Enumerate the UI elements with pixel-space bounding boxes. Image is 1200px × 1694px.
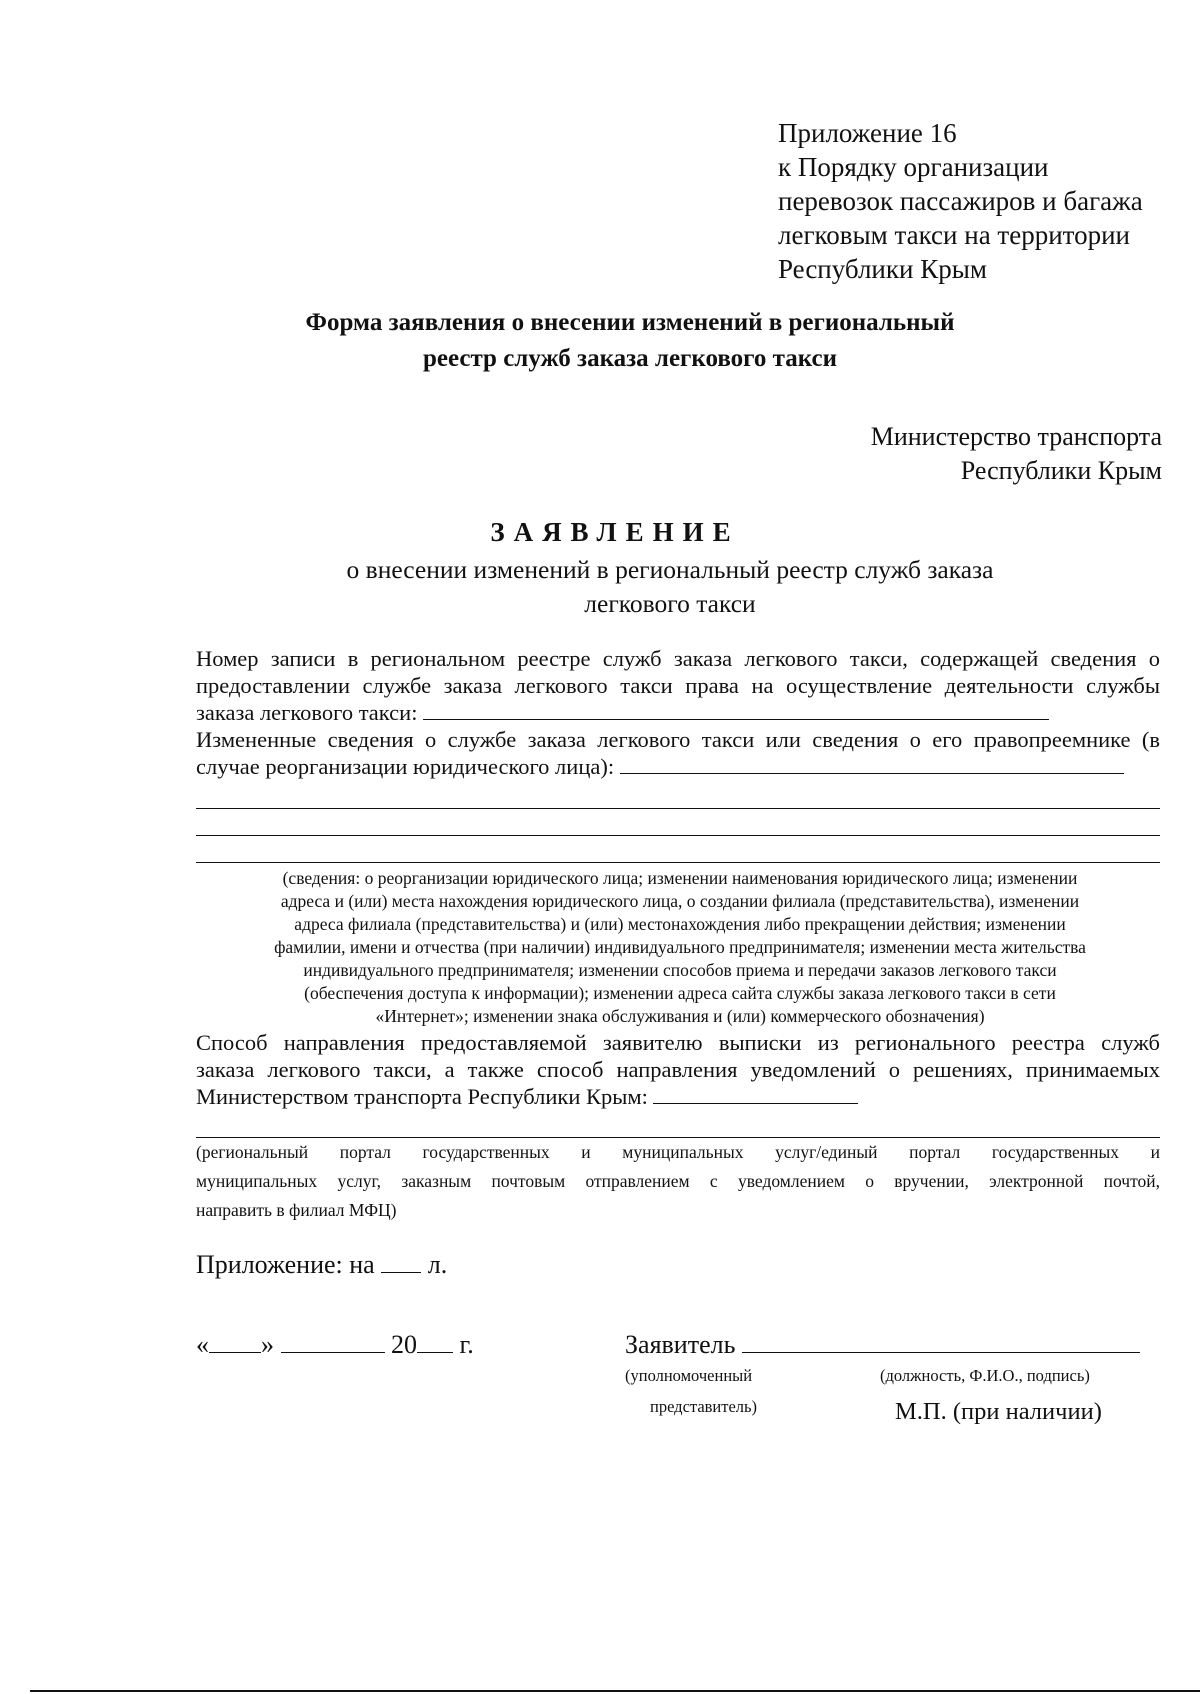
date-year-suffix: г. [459,1330,474,1359]
appendix-line: Приложение 16 [778,118,957,148]
applicant-line [625,1330,1140,1360]
note-line: индивидуального предпринимателя; изменении способов приема и передачи заказов легкового такси [303,960,1057,980]
document-subtitle [300,553,1040,621]
delivery-method-note [196,1138,1160,1225]
addressee [871,420,1162,488]
document-subtitle-line: о внесении изменений в региональный реестр служб заказа [346,555,994,584]
delivery-method-line: Способ направления предоставляемой заявителю выписки из регионального реестра служб [196,1030,1160,1055]
note-line: (сведения: о реорганизации юридического лица; изменении наименования юридического лица; изменении [282,868,1078,888]
record-number-paragraph [196,645,1160,780]
delivery-note-line: муниципальных услуг, заказным почтовым отправлением с уведомлением о вручении, электронной почтой, [196,1171,1160,1191]
delivery-method-paragraph [196,1029,1160,1110]
attachment-label: Приложение: на [196,1250,375,1279]
form-title-line: реестр служб заказа легкового такси [422,345,838,372]
delivery-method-line: заказа легкового такси, а также способ направления уведомлений о решениях, принимаемых [196,1057,1160,1082]
document-subtitle-line: легкового такси [584,589,756,618]
addressee-line: Министерство транспорта [870,422,1162,451]
applicant-signature-field[interactable] [742,1332,1140,1353]
note-line: фамилии, имени и отчества (при наличии) индивидуального предпринимателя; изменении места жительства [274,937,1086,957]
appendix-line: к Порядку организации [778,152,1049,182]
record-number-line: Номер записи в региональном реестре служб заказа легкового такси, содержащей сведения о [196,646,1160,671]
delivery-note-line: (региональный портал государственных и муниципальных услуг/единый портал государственных и [196,1142,1160,1162]
changed-info-blank-line[interactable] [196,862,1160,863]
signature-hint: (должность, Ф.И.О., подпись) [880,1366,1090,1385]
delivery-method-label: Министерством транспорта Республики Крым: [196,1084,648,1109]
date-line [196,1330,474,1360]
delivery-method-field[interactable] [653,1083,858,1104]
date-year-prefix: 20 [391,1330,417,1359]
applicant-label: Заявитель [625,1330,736,1359]
appendix-line: перевозок пассажиров и багажа [778,186,1143,216]
date-open-quote: « [196,1330,209,1359]
form-title [200,305,1060,377]
document-title: ЗАЯВЛЕНИЕ [490,517,740,547]
note-line: «Интернет»; изменении знака обслуживания и (или) коммерческого обозначения) [375,1006,985,1026]
record-number-label: заказа легкового такси: [196,700,418,725]
page-bottom-rule [30,1690,1200,1692]
note-line: (обеспечения доступа к информации); изменении адреса сайта службы заказа легкового такси в сети [304,983,1056,1003]
note-line: адреса и (или) места нахождения юридического лица, о создании филиала (представительства), изменении [280,891,1080,911]
record-number-line: предоставлении службе заказа легкового такси права на осуществление деятельности службы [196,673,1160,698]
form-title-line: Форма заявления о внесении изменений в региональный [305,309,955,336]
appendix-line: легковым такси на территории [778,220,1131,250]
date-day-field[interactable] [209,1332,261,1353]
changed-info-blank-line[interactable] [196,835,1160,836]
addressee-line: Республики Крым [960,456,1162,485]
changed-info-blank-line[interactable] [196,808,1160,809]
appendix-line: Республики Крым [778,254,987,284]
changed-info-note [200,867,1160,1028]
delivery-note-line: направить в филиал МФЦ) [196,1200,397,1220]
attachment-line [196,1250,447,1280]
stamp-note: М.П. (при наличии) [895,1398,1102,1425]
date-year-field[interactable] [417,1332,453,1353]
record-number-field[interactable] [423,699,1049,720]
applicant-role-line: представитель) [650,1397,758,1416]
changed-info-field[interactable] [620,753,1124,774]
note-line: адреса филиала (представительства) и (или) местонахождения либо прекращении действия; изменении [294,914,1066,934]
applicant-role-line: (уполномоченный [625,1366,753,1385]
appendix-reference [778,116,1143,286]
attachment-pages-field[interactable] [381,1252,421,1273]
changed-info-line: Измененные сведения о службе заказа легкового такси или сведения о его правопреемнике (в [196,727,1160,752]
changed-info-label: случае реорганизации юридического лица): [196,754,615,779]
date-month-field[interactable] [281,1332,385,1353]
date-close-quote: » [261,1330,274,1359]
attachment-suffix: л. [427,1250,448,1279]
